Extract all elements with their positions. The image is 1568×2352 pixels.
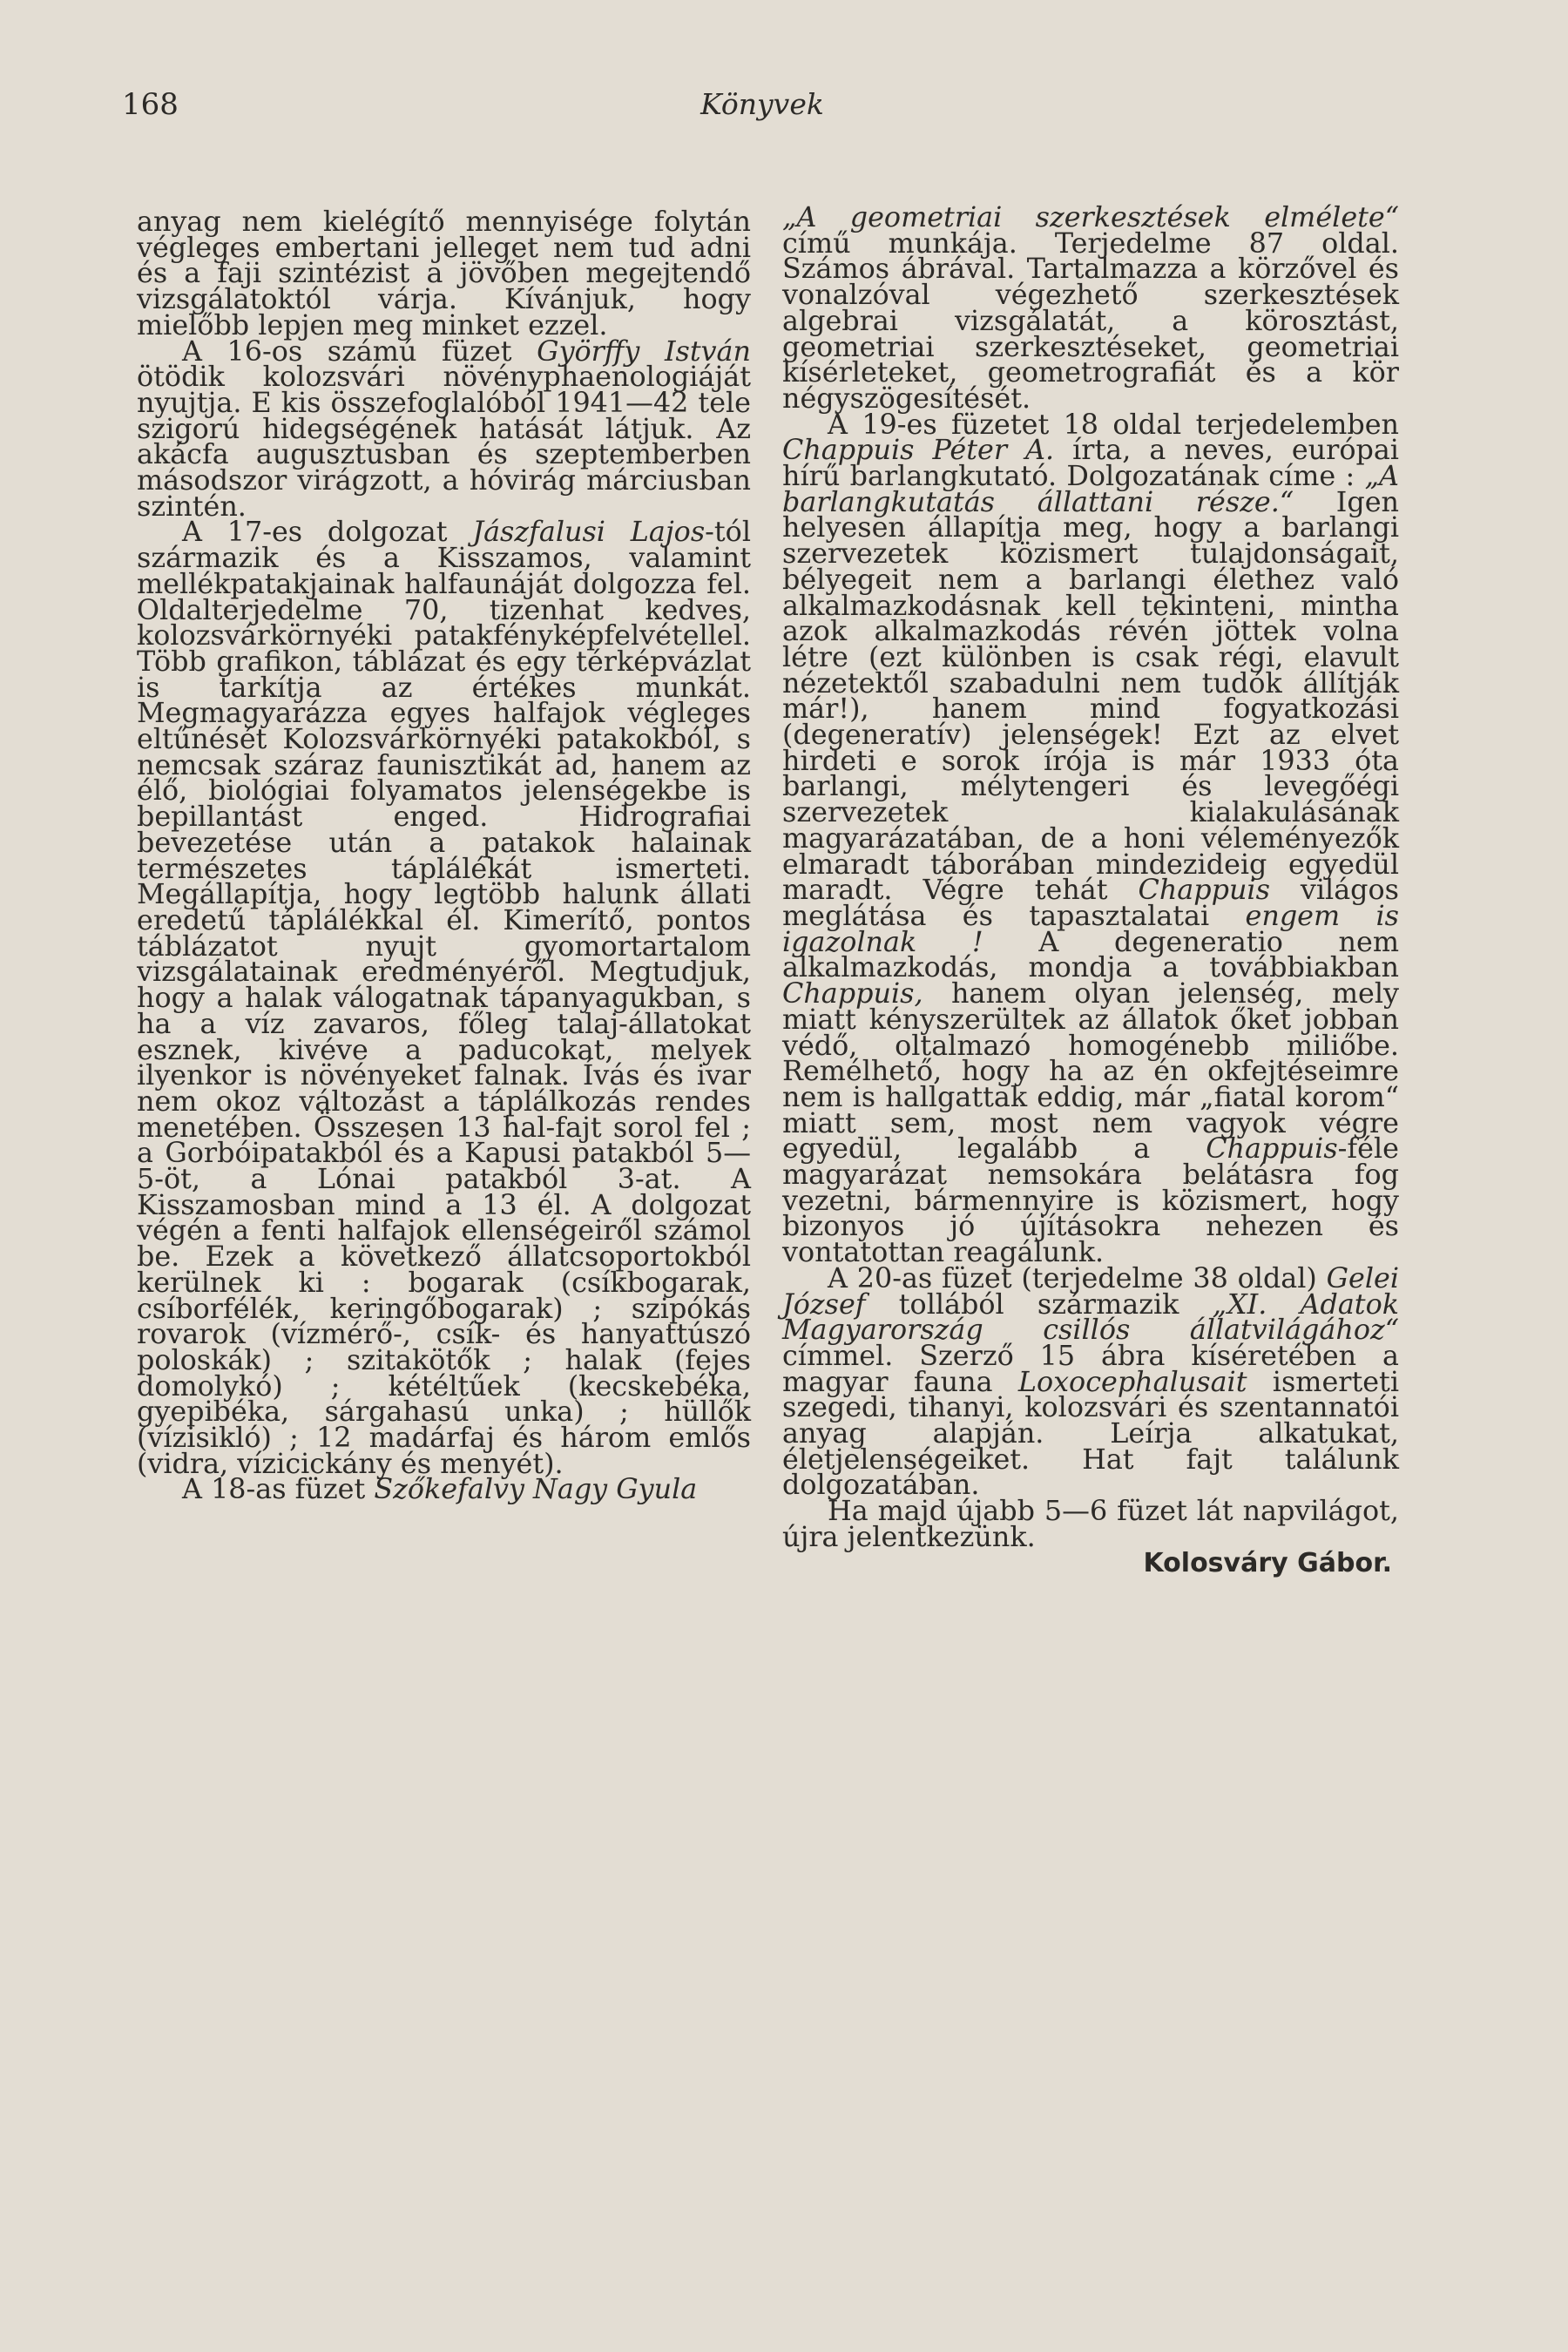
paragraph-issue-16: A 16-os számú füzet Györffy István ötödik kolozsvári növényphaenologiáját nyujtja. E kis összefoglalóból 1941—42 tele szigorú hidegségének hatását látjuk. Az akácfa augusztusban és szeptemberben másodszor virágzott, a hóvirág márciusban szintén. <box>137 335 751 523</box>
taxon-name: Loxocephalusait <box>1017 1365 1247 1398</box>
paragraph-issue-20: A 20-as füzet (terjedelme 38 oldal) Gelei József tollából származik „XI. Adatok Magyarország csillós állatvilágához“ címmel. Szerző 15 ábra kíséretében a magyar fauna Loxocephalusait ismerteti szegedi, tihanyi, kolozsvári és szentannatói anyag alapján. Leírja alkatukat, életjelenségeiket. Hat fajt találunk dolgozatában. <box>782 1261 1399 1502</box>
author-name: Györffy István <box>537 335 751 368</box>
emphasis-quote: engem is igazolnak ! <box>782 899 1399 958</box>
author-name: Chappuis <box>1138 874 1270 907</box>
paragraph-issue-17: A 17-es dolgozat Jászfalusi Lajos-tól származik és a Kisszamos, valamint mellékpatakjainak halfaunáját dolgozza fel. Oldalterjedelme 70, tizenhat kedves, kolozsvárkörnyéki patakfényképfelvétellel. Több grafikon, táblázat és egy térképvázlat is tarkítja az értékes munkát. Megmagyarázza egyes halfajok végleges eltűnését Kolozsvárkörnyéki patakokból, s nemcsak száraz faunisztikát ad, hanem az élő, biológiai folyamatos jelenségekbe is bepillantást enged. Hidrografiai bevezetése után a patakok halainak természetes táplálékát ismerteti. Megállapítja, hogy legtöbb halunk állati eredetű táplálékkal él. Kimerítő, pontos táblázatot nyujt gyomortartalom vizsgálatainak eredményéről. Megtudjuk, hogy a halak válogatnak tápanyagukban, s ha a víz zavaros, főleg talaj-állatokat esznek, kivéve a paducokat, melyek ilyenkor is növényeket falnak. Ívás és ivar nem okoz változást a táplálkozás rendes menetében. Összesen 13 hal-fajt sorol fel ; a Gorbóipatakból és a Kapusi patakból 5—5-öt, a Lónai patakból 3-at. A Kisszamosban mind a 13 él. A dolgozat végén a fenti halfajok ellenségeiről számol be. Ezek a következő állatcsoportokból kerülnek ki : bogarak (csíkbogarak, csíborfélék, keringőbogarak) ; szipókás rovarok (vízmérő-, csík- és hanyattúszó poloskák) ; szitakötők ; halak (fejes domolykó) ; kétéltűek (kecskebéka, gyepibéka, sárgahasú unka) ; hüllők (vízisikló) ; 12 madárfaj és három emlős (vidra, vízicickány és menyét). <box>137 516 751 1480</box>
work-title: „XI. Adatok Magyarország csillós állatvilágához“ <box>782 1288 1399 1347</box>
paragraph-issue-18: A 18-as füzet Szőkefalvy Nagy Gyula <box>182 1473 698 1506</box>
author-name: Jászfalusi Lajos <box>472 516 706 549</box>
right-column <box>782 201 1399 1578</box>
author-name: Chappuis, <box>782 977 923 1010</box>
work-title: „A barlangkutatás állattani része.“ <box>782 460 1399 518</box>
paragraph-continuation: anyag nem kielégítő mennyisége folytán végleges embertani jelleget nem tud adni és a faji szintézist a jövőben megejtendő vizsgálatoktól várja. Kívánjuk, hogy mielőbb lepjen meg minket ezzel. <box>137 206 751 341</box>
left-column <box>137 206 751 1506</box>
signature: Kolosváry Gábor. <box>1143 1547 1392 1578</box>
paragraph-closing: Ha majd újabb 5—6 füzet lát napvilágot, újra jelentkezünk. <box>782 1495 1399 1553</box>
author-name: Gelei József <box>782 1261 1399 1321</box>
author-name: Szőkefalvy Nagy Gyula <box>374 1473 698 1506</box>
author-name: Chappuis Péter A. <box>782 434 1055 467</box>
page-header <box>122 87 1402 139</box>
paragraph-issue-18-continued: „A geometriai szerkesztések elmélete“ című munkája. Terjedelme 87 oldal. Számos ábrával. Tartalmazza a körzővel és vonalzóval végezhető szerkesztések algebrai vizsgálatát, a körosztást, geometriai szerkesztéseket, geometriai kísérleteket, geometrografiát és a kör négyszögesítését. <box>782 201 1399 415</box>
work-title: „A geometriai szerkesztések elmélete“ <box>782 201 1399 233</box>
author-name: Chappuis <box>1206 1132 1338 1166</box>
running-head: Könyvek <box>700 87 824 121</box>
paragraph-issue-19: A 19-es füzetet 18 oldal terjedelemben Chappuis Péter A. írta, a neves, európai hírű barlangkutató. Dolgozatának címe : „A barlangkutatás állattani része.“ Igen helyesen állapítja meg, hogy a barlangi szervezetek közismert tulajdonságait, bélyegeit nem a barlangi élethez való alkalmazkodásnak kell tekinteni, mintha azok alkalmazkodás révén jöttek volna létre (ezt különben is csak régi, elavult nézetektől szabadulni nem tudók állítják már!), hanem mind fogyatkozási (degeneratív) jelenségek! Ezt az elvet hirdeti e sorok írója is már 1933 óta barlangi, mélytengeri és levegőégi szervezetek kialakulásának magyarázatában, de a honi véleményezők elmaradt táborában mindezideig egyedül maradt. Végre tehát Chappuis világos meglátása és tapasztalatai engem is igazolnak ! A degeneratio nem alkalmazkodás, mondja a továbbiakban Chappuis, hanem olyan jelenség, mely miatt kényszerültek az állatok őket jobban védő, oltalmazó homogénebb miliőbe. Remélhető, hogy ha az én okfejtéseimre nem is hallgattak eddig, már „fiatal korom“ miatt sem, most nem vagyok végre egyedül, legalább a Chappuis-féle magyarázat nemsokára belátásra fog vezetni, bármennyire is közismert, hogy bizonyos jó újításokra nehezen és vontatottan reagálunk. <box>782 408 1399 1269</box>
page-number: 168 <box>122 87 179 122</box>
